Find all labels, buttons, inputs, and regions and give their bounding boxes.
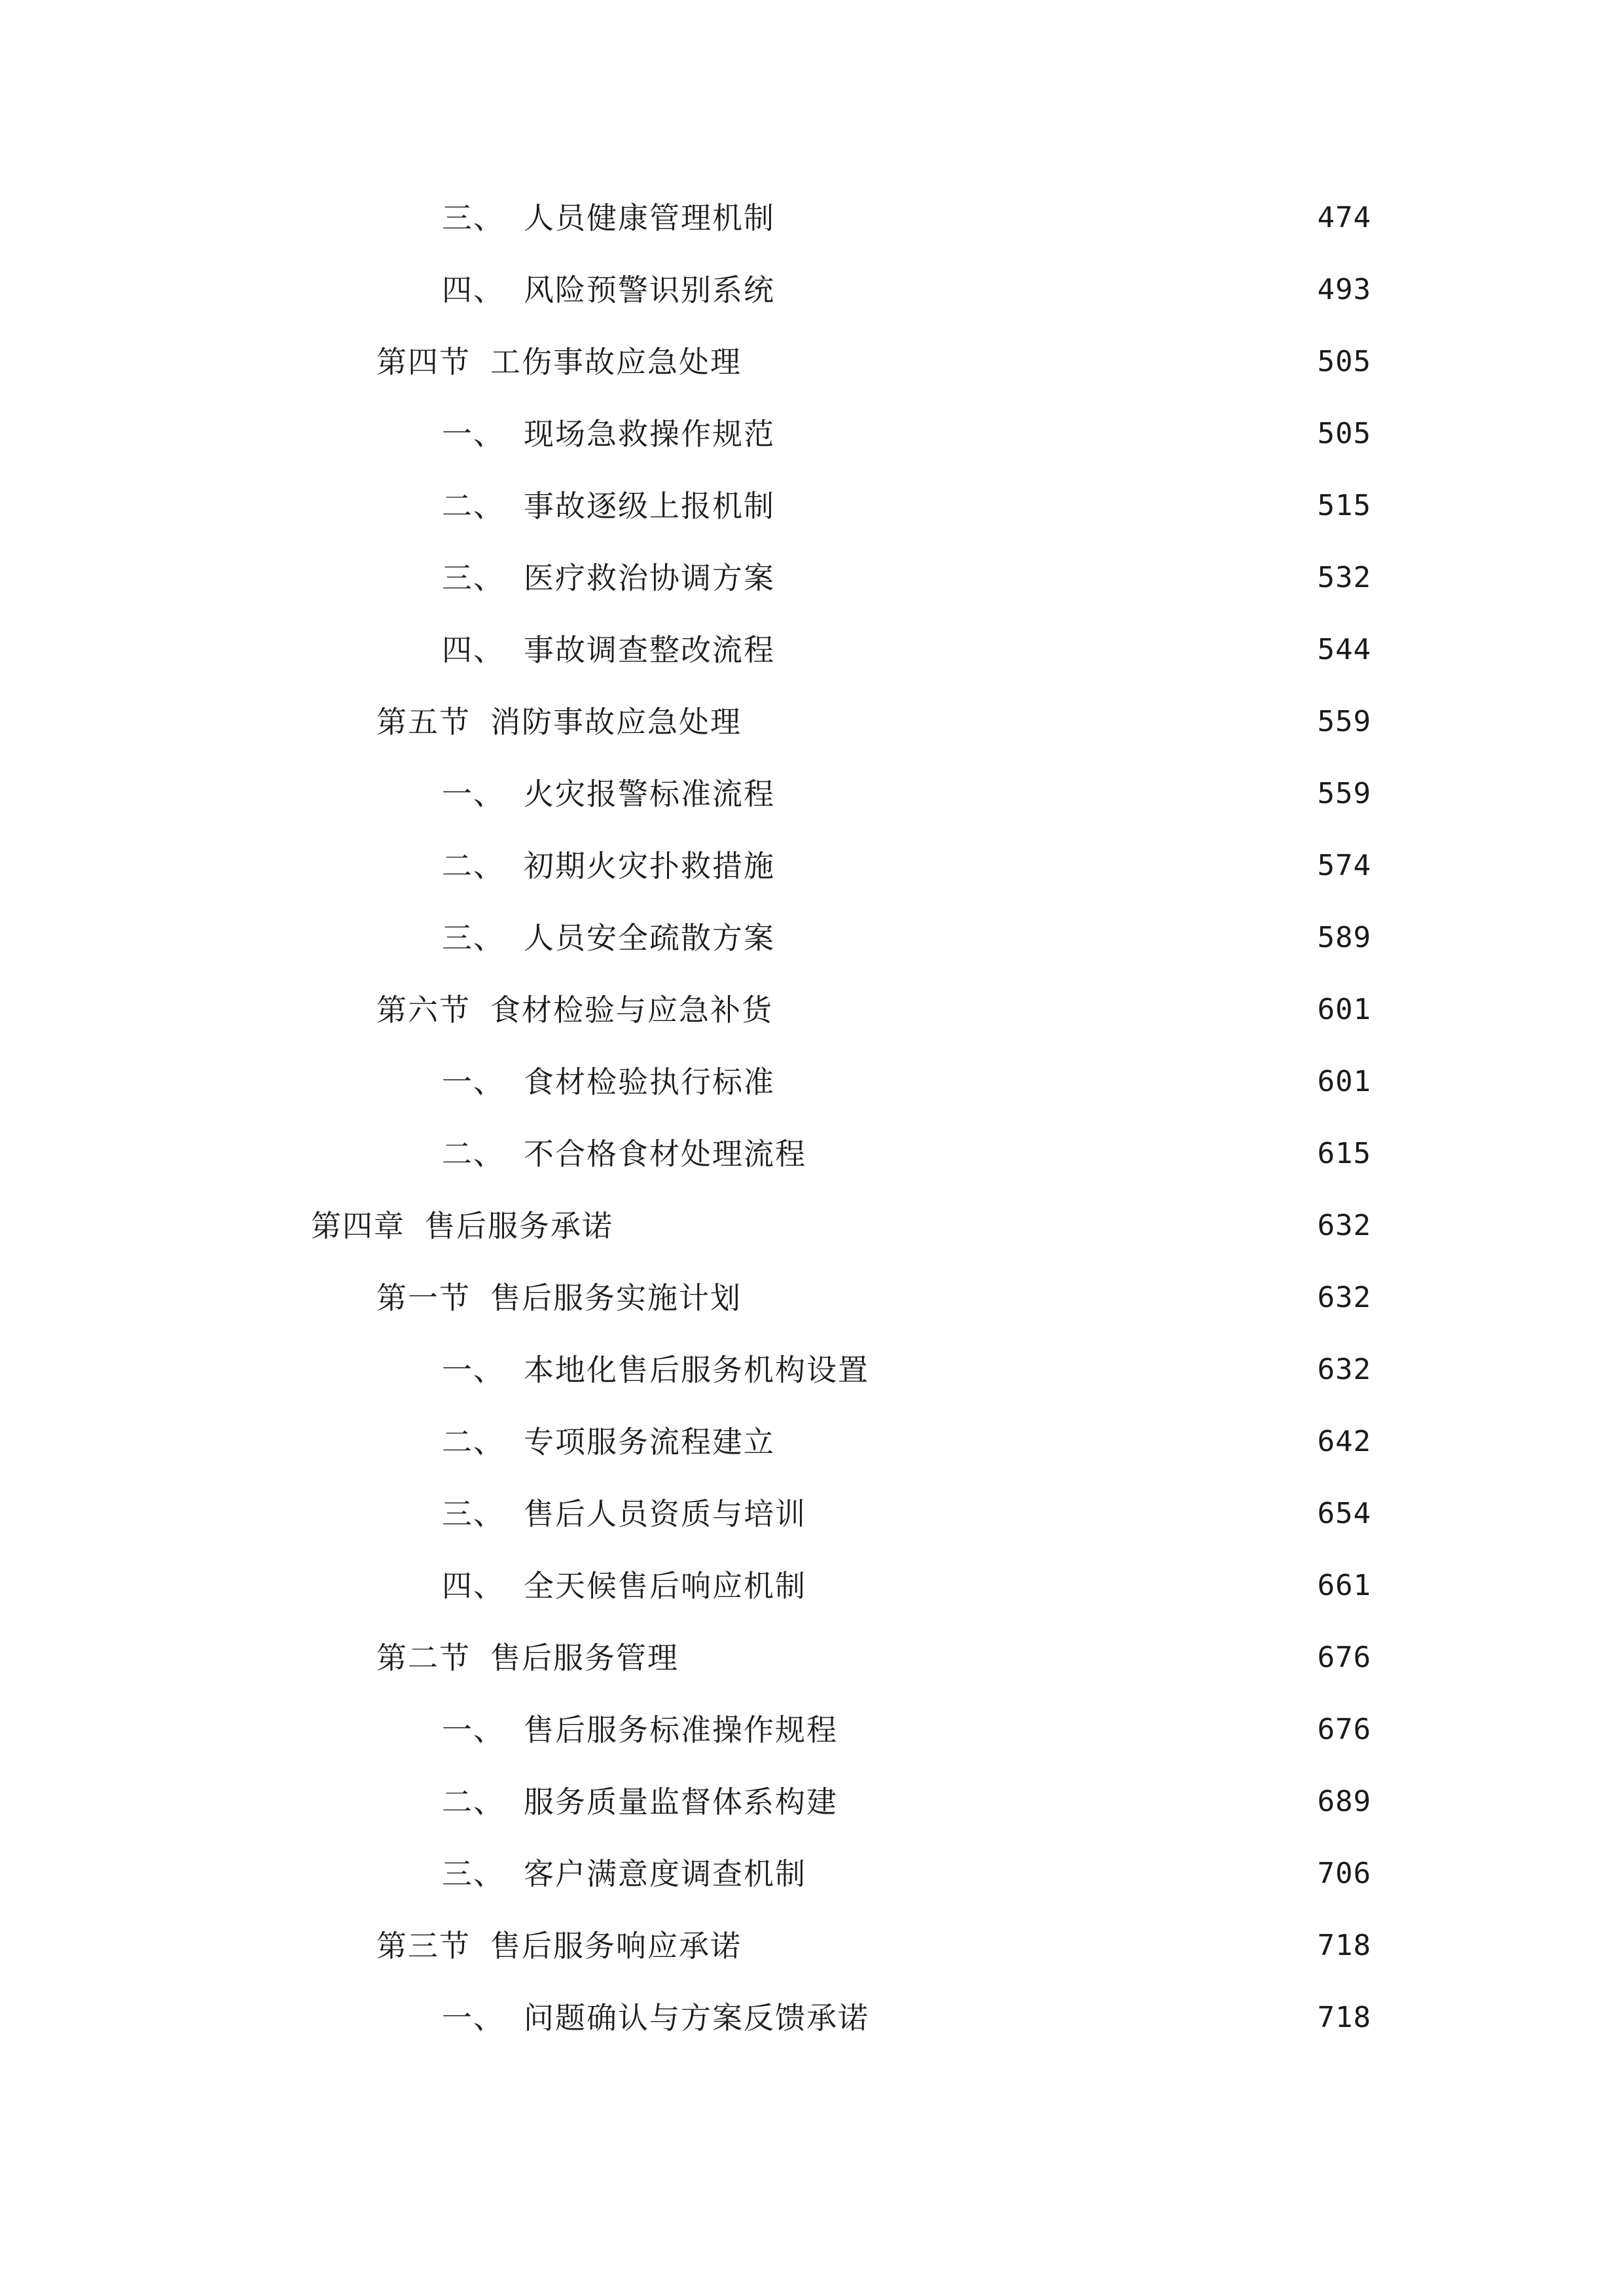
toc-entry-number: 一、 xyxy=(442,1352,505,1388)
toc-entry-number: 一、 xyxy=(442,1712,505,1748)
toc-entry-page: 642 xyxy=(1317,1425,1371,1458)
toc-entry[interactable] xyxy=(376,192,1371,244)
toc-entry-number: 二、 xyxy=(442,1424,505,1460)
dot-leader xyxy=(816,1848,1300,1900)
toc-entry-title: 服务质量监督体系构建 xyxy=(524,1784,838,1820)
dot-leader xyxy=(782,984,1300,1036)
toc-entry[interactable] xyxy=(376,696,1371,748)
toc-entry-title: 售后服务标准操作规程 xyxy=(524,1712,838,1748)
dot-leader xyxy=(847,1704,1300,1756)
dot-leader xyxy=(688,1632,1300,1684)
dot-leader xyxy=(751,336,1300,388)
dot-leader xyxy=(751,1272,1300,1324)
toc-entry-page: 505 xyxy=(1317,417,1371,450)
toc-entry-number: 四、 xyxy=(442,1568,505,1604)
toc-entry-title: 火灾报警标准流程 xyxy=(524,776,775,812)
toc-entry-title: 全天候售后响应机制 xyxy=(524,1568,806,1604)
dot-leader xyxy=(784,192,1300,244)
dot-leader xyxy=(784,912,1300,964)
dot-leader xyxy=(784,768,1300,820)
toc-entry-title: 人员安全疏散方案 xyxy=(524,920,775,956)
toc-entry-page: 632 xyxy=(1317,1353,1371,1386)
toc-entry-number: 三、 xyxy=(442,560,505,596)
dot-leader xyxy=(847,1776,1300,1828)
toc-entry-page: 544 xyxy=(1317,633,1371,666)
toc-entry[interactable] xyxy=(376,1056,1371,1108)
toc-entry[interactable] xyxy=(376,1488,1371,1540)
dot-leader xyxy=(784,480,1300,532)
toc-entry-title: 事故逐级上报机制 xyxy=(524,488,775,524)
toc-entry[interactable] xyxy=(376,624,1371,676)
toc-entry-number: 二、 xyxy=(442,488,505,524)
toc-entry-page: 601 xyxy=(1317,993,1371,1026)
toc-entry-number: 二、 xyxy=(442,1784,505,1820)
toc-entry-number: 三、 xyxy=(442,1856,505,1892)
toc-entry-number: 一、 xyxy=(442,1064,505,1100)
toc-entry-page: 689 xyxy=(1317,1785,1371,1818)
toc-entry[interactable] xyxy=(376,984,1371,1036)
toc-entry-page: 574 xyxy=(1317,849,1371,882)
dot-leader xyxy=(784,840,1300,892)
toc-entry-title: 初期火灾扑救措施 xyxy=(524,848,775,884)
toc-entry-title: 医疗救治协调方案 xyxy=(524,560,775,596)
toc-entry-title: 风险预警识别系统 xyxy=(524,272,775,308)
toc-entry-number: 四、 xyxy=(442,632,505,668)
dot-leader xyxy=(816,1488,1300,1540)
dot-leader xyxy=(784,408,1300,460)
toc-entry-page: 632 xyxy=(1317,1209,1371,1242)
dot-leader xyxy=(878,1344,1300,1396)
toc-entry-title: 食材检验执行标准 xyxy=(524,1064,775,1100)
toc-entry-page: 559 xyxy=(1317,777,1371,810)
dot-leader xyxy=(784,1416,1300,1468)
toc-entry-page: 718 xyxy=(1317,2001,1371,2034)
toc-entry-number: 一、 xyxy=(442,2000,505,2036)
toc-entry-title: 不合格食材处理流程 xyxy=(524,1136,806,1172)
toc-entry-title: 专项服务流程建立 xyxy=(524,1424,775,1460)
toc-entry-number: 四、 xyxy=(442,272,505,308)
toc-entry-page: 676 xyxy=(1317,1641,1371,1674)
toc-entry[interactable] xyxy=(376,912,1371,964)
toc-entry-title: 售后人员资质与培训 xyxy=(524,1496,806,1532)
toc-entry[interactable] xyxy=(376,1776,1371,1828)
toc-entry[interactable] xyxy=(376,1848,1371,1900)
toc-entry-title: 问题确认与方案反馈承诺 xyxy=(524,2000,869,2036)
toc-entry[interactable] xyxy=(376,552,1371,604)
toc-entry[interactable] xyxy=(376,1344,1371,1396)
toc-entry-page: 493 xyxy=(1317,273,1371,306)
dot-leader xyxy=(784,552,1300,604)
toc-entry[interactable] xyxy=(376,768,1371,820)
toc-entry-title: 工伤事故应急处理 xyxy=(490,344,742,380)
dot-leader xyxy=(878,1992,1300,2044)
toc-entry-page: 661 xyxy=(1317,1569,1371,1602)
toc-entry[interactable] xyxy=(376,840,1371,892)
toc-entry-title: 售后服务承诺 xyxy=(425,1208,613,1244)
toc-entry[interactable] xyxy=(311,1200,1371,1252)
toc-entry[interactable] xyxy=(376,408,1371,460)
toc-entry-title: 售后服务管理 xyxy=(490,1640,679,1676)
toc-entry-number: 第三节 xyxy=(376,1928,471,1964)
toc-entry-page: 676 xyxy=(1317,1713,1371,1746)
dot-leader xyxy=(623,1200,1300,1252)
toc-entry[interactable] xyxy=(376,1632,1371,1684)
toc-entry-number: 一、 xyxy=(442,776,505,812)
toc-entry-title: 现场急救操作规范 xyxy=(524,416,775,452)
toc-entry-title: 人员健康管理机制 xyxy=(524,200,775,236)
toc-entry-number: 第二节 xyxy=(376,1640,471,1676)
dot-leader xyxy=(816,1560,1300,1612)
dot-leader xyxy=(751,696,1300,748)
toc-entry-number: 二、 xyxy=(442,848,505,884)
toc-entry-title: 事故调查整改流程 xyxy=(524,632,775,668)
toc-entry[interactable] xyxy=(376,1416,1371,1468)
dot-leader xyxy=(784,624,1300,676)
toc-entry-number: 三、 xyxy=(442,200,505,236)
toc-entry[interactable] xyxy=(376,264,1371,316)
toc-entry-page: 654 xyxy=(1317,1497,1371,1530)
toc-entry-number: 第四节 xyxy=(376,344,471,380)
toc-entry-title: 食材检验与应急补货 xyxy=(490,992,773,1028)
toc-entry[interactable] xyxy=(376,336,1371,388)
toc-entry-page: 706 xyxy=(1317,1857,1371,1890)
toc-entry-number: 第一节 xyxy=(376,1280,471,1316)
dot-leader xyxy=(751,1920,1300,1972)
toc-entry[interactable] xyxy=(376,1128,1371,1180)
toc-entry-title: 本地化售后服务机构设置 xyxy=(524,1352,869,1388)
toc-entry[interactable] xyxy=(376,480,1371,532)
toc-entry-number: 三、 xyxy=(442,1496,505,1532)
toc-entry-number: 二、 xyxy=(442,1136,505,1172)
toc-entry[interactable] xyxy=(376,1560,1371,1612)
toc-entry[interactable] xyxy=(376,1920,1371,1972)
toc-entry-page: 615 xyxy=(1317,1137,1371,1170)
toc-entry-number: 第六节 xyxy=(376,992,471,1028)
dot-leader xyxy=(784,264,1300,316)
toc-entry-page: 515 xyxy=(1317,489,1371,522)
toc-entry-number: 一、 xyxy=(442,416,505,452)
toc-entry-number: 第五节 xyxy=(376,704,471,740)
toc-entry-page: 505 xyxy=(1317,345,1371,378)
toc-entry-title: 客户满意度调查机制 xyxy=(524,1856,806,1892)
dot-leader xyxy=(816,1128,1300,1180)
toc-entry[interactable] xyxy=(376,1992,1371,2044)
toc-entry-number: 三、 xyxy=(442,920,505,956)
toc-entry-page: 589 xyxy=(1317,921,1371,954)
toc-entry-title: 售后服务实施计划 xyxy=(490,1280,742,1316)
toc-entry-title: 消防事故应急处理 xyxy=(490,704,742,740)
toc-entry-page: 601 xyxy=(1317,1065,1371,1098)
toc-entry[interactable] xyxy=(376,1272,1371,1324)
toc-entry-page: 632 xyxy=(1317,1281,1371,1314)
toc-entry[interactable] xyxy=(376,1704,1371,1756)
toc-entry-page: 718 xyxy=(1317,1929,1371,1962)
toc-entry-page: 474 xyxy=(1317,201,1371,234)
dot-leader xyxy=(784,1056,1300,1108)
toc-entry-number: 第四章 xyxy=(311,1208,405,1244)
toc-entry-page: 559 xyxy=(1317,705,1371,738)
toc-entry-title: 售后服务响应承诺 xyxy=(490,1928,742,1964)
toc-entry-page: 532 xyxy=(1317,561,1371,594)
